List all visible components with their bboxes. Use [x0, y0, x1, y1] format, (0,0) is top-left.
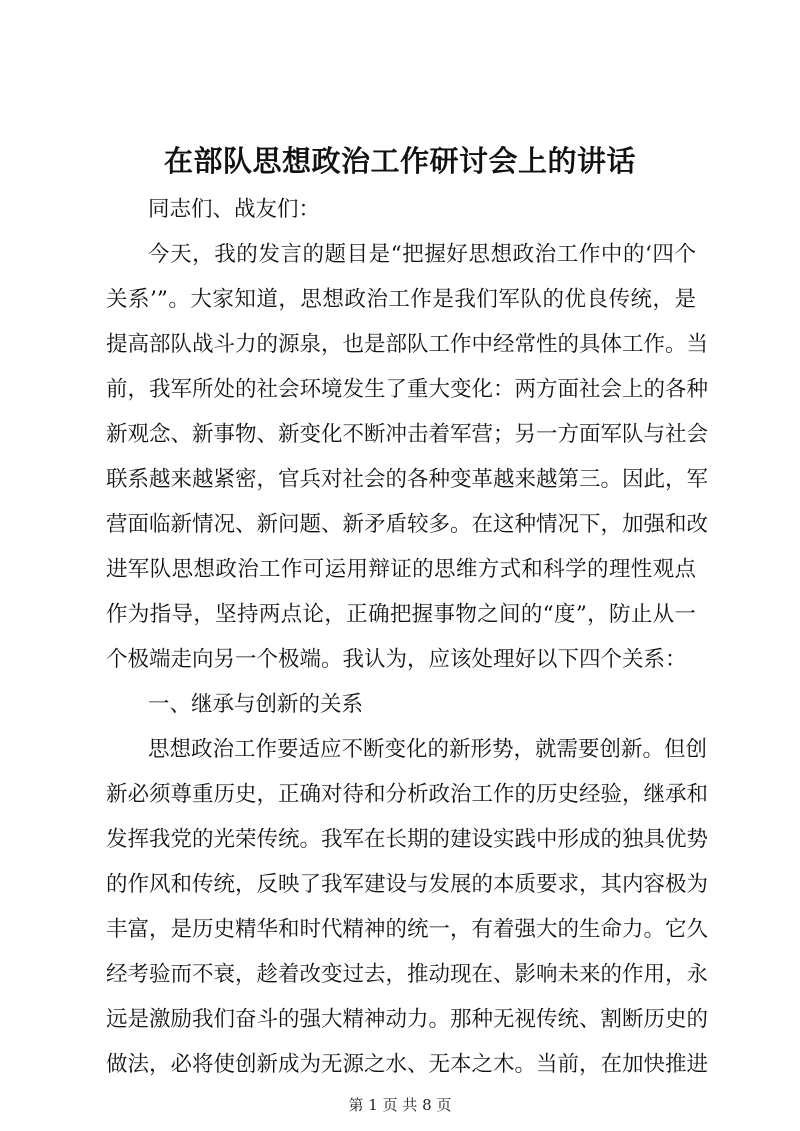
- body-line: 进军队思想政治工作可运用辩证的思维方式和科学的理性观点: [106, 557, 696, 582]
- body-line: 丰富，是历史精华和时代精神的统一，有着强大的生命力。它久: [106, 917, 709, 942]
- body-line: 关系’”。大家知道，思想政治工作是我们军队的优良传统，是: [106, 287, 696, 312]
- body-line: 营面临新情况、新问题、新矛盾较多。在这种情况下，加强和改: [106, 512, 709, 537]
- salutation-line: 同志们、战友们：: [148, 197, 321, 222]
- body-line: 联系越来越紧密，官兵对社会的各种变革越来越第三。因此，军: [106, 467, 709, 492]
- body-line: 思想政治工作要适应不断变化的新形势，就需要创新。但创: [148, 737, 708, 762]
- body-line: 经考验而不衰，趁着改变过去，推动现在、影响未来的作用，永: [106, 962, 709, 987]
- section-heading: 一、继承与创新的关系: [148, 692, 364, 717]
- page-footer: 第 1 页 共 8 页: [348, 1096, 452, 1114]
- body-line: 个极端走向另一个极端。我认为，应该处理好以下四个关系：: [106, 647, 687, 672]
- body-line: 新必须尊重历史，正确对待和分析政治工作的历史经验，继承和: [106, 782, 709, 807]
- body-line: 的作风和传统，反映了我军建设与发展的本质要求，其内容极为: [106, 872, 709, 897]
- body-line: 作为指导，坚持两点论，正确把握事物之间的“度”，防止从一: [106, 602, 696, 627]
- body-line: 做法，必将使创新成为无源之水、无本之木。当前，在加快推进: [106, 1052, 709, 1077]
- body-line: 发挥我党的光荣传统。我军在长期的建设实践中形成的独具优势: [106, 827, 709, 852]
- body-line: 新观念、新事物、新变化不断冲击着军营；另一方面军队与社会: [106, 422, 709, 447]
- body-line: 前，我军所处的社会环境发生了重大变化：两方面社会上的各种: [106, 377, 709, 402]
- body-line: 今天，我的发言的题目是“把握好思想政治工作中的‘四个: [148, 242, 696, 267]
- document-title: 在部队思想政治工作研讨会上的讲话: [163, 144, 636, 178]
- body-line: 远是激励我们奋斗的强大精神动力。那种无视传统、割断历史的: [106, 1007, 709, 1032]
- body-line: 提高部队战斗力的源泉，也是部队工作中经常性的具体工作。当: [106, 332, 709, 357]
